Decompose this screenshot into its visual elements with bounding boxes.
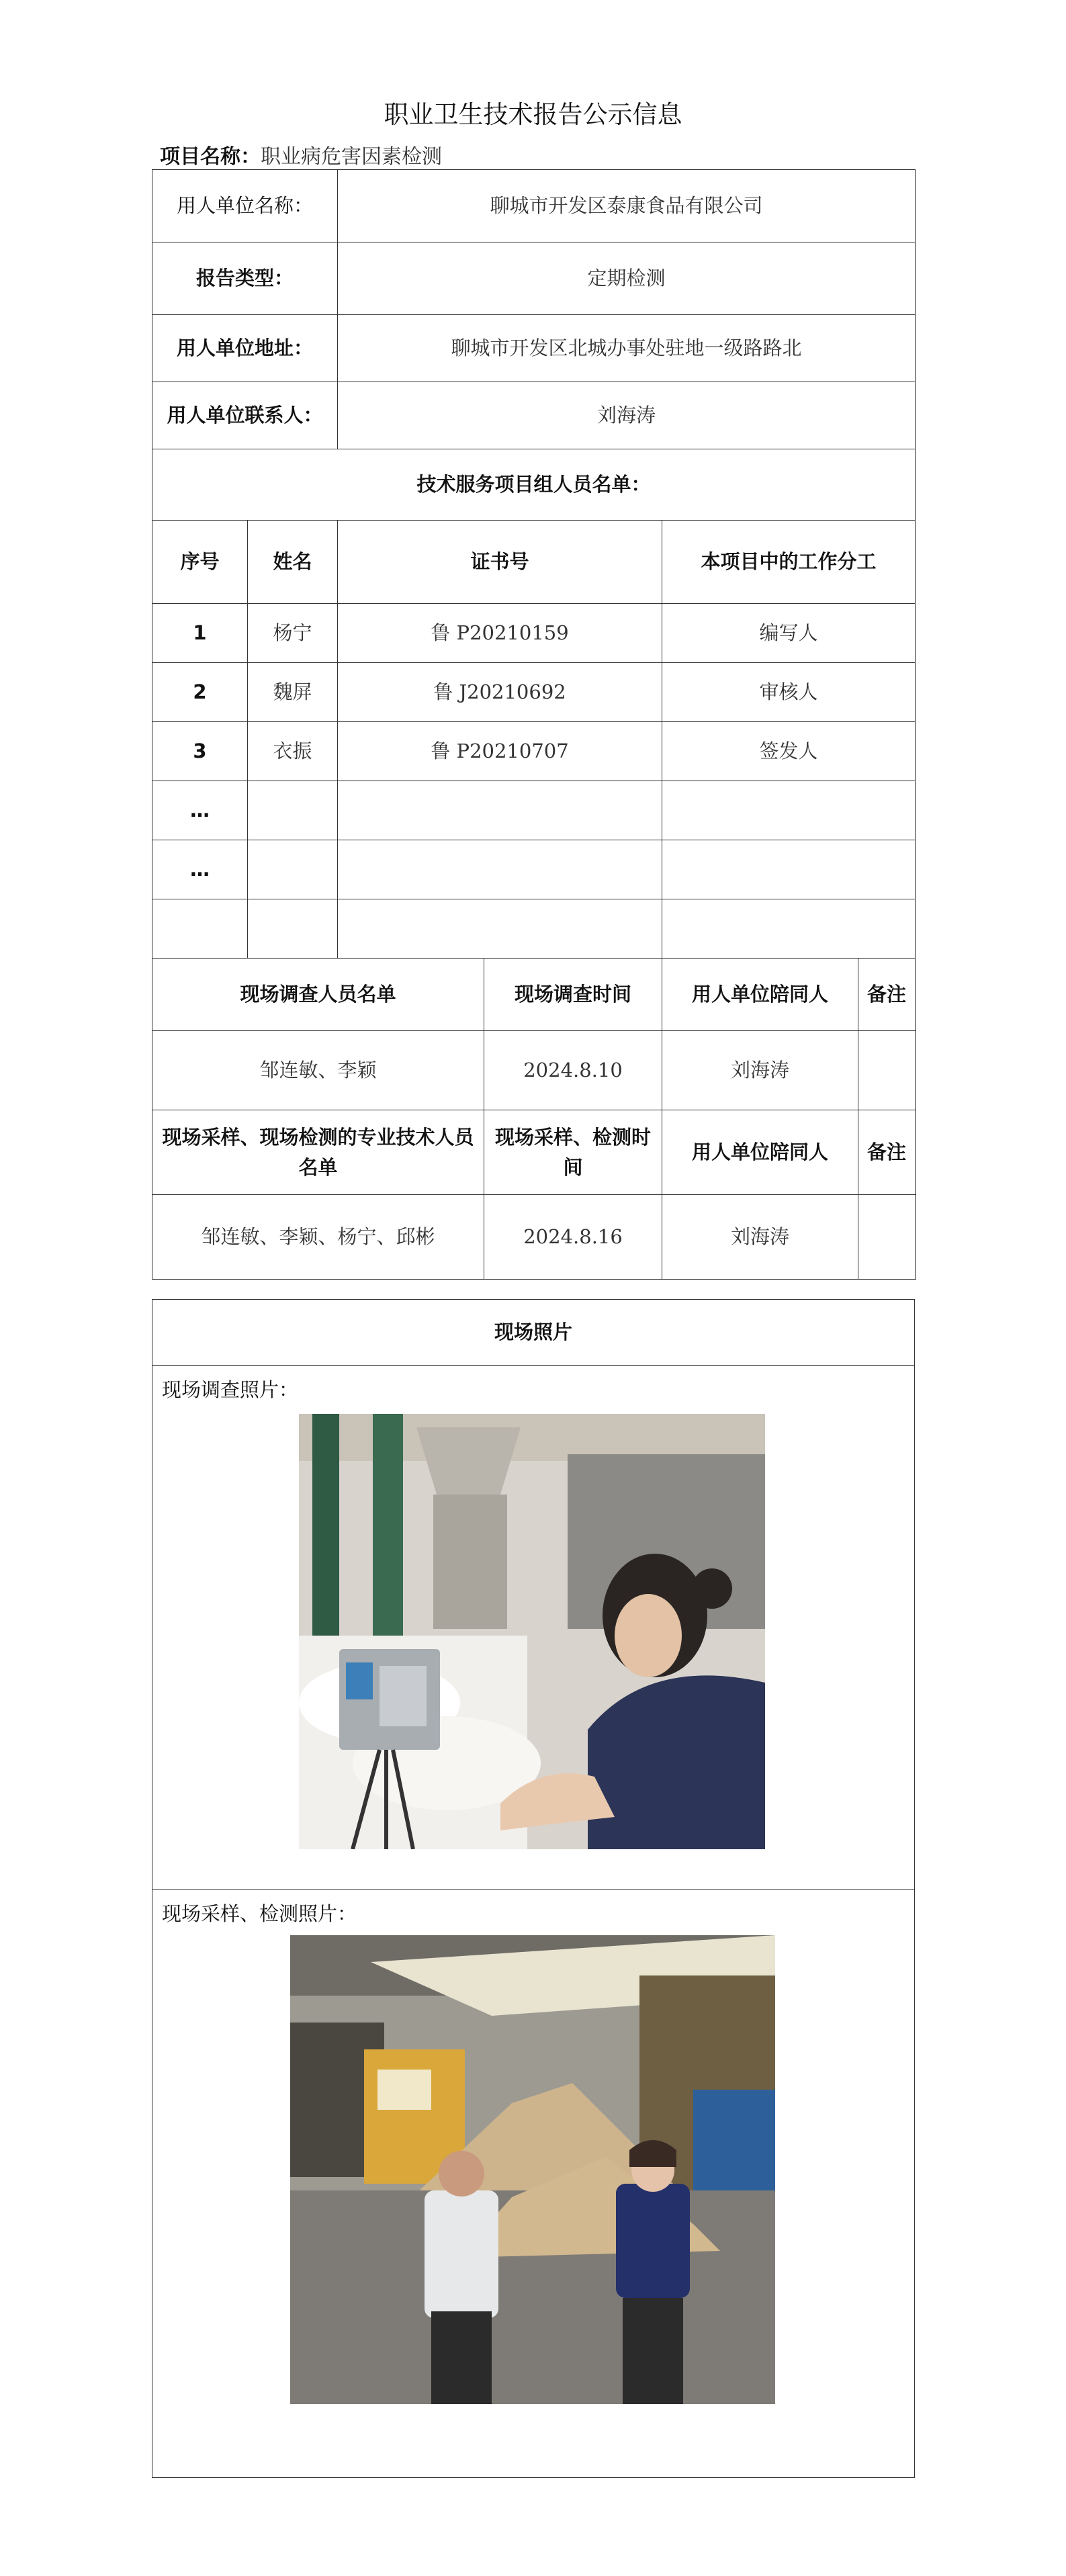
column-header: 用人单位陪同人 xyxy=(662,1110,858,1195)
info-label: 报告类型： xyxy=(152,242,338,315)
table-row xyxy=(152,604,916,663)
member-role xyxy=(662,840,916,899)
row-number xyxy=(152,899,248,959)
survey-data-row xyxy=(152,1031,916,1110)
info-row-address xyxy=(152,315,916,382)
table-row xyxy=(152,722,916,781)
team-heading-row xyxy=(152,449,916,521)
sampling-photo-cell xyxy=(152,1890,915,2478)
member-role: 审核人 xyxy=(662,663,916,722)
team-header-row xyxy=(152,521,916,604)
member-name: 衣振 xyxy=(248,722,338,781)
sampling-date: 2024.8.16 xyxy=(484,1195,662,1280)
column-header: 现场调查人员名单 xyxy=(152,959,484,1031)
certificate-number: 鲁 P20210159 xyxy=(338,604,662,663)
survey-header-row xyxy=(152,959,916,1031)
column-header: 现场调查时间 xyxy=(484,959,662,1031)
table-row xyxy=(152,781,916,840)
member-name: 杨宁 xyxy=(248,604,338,663)
column-header: 姓名 xyxy=(248,521,338,604)
info-value: 聊城市开发区北城办事处驻地一级路路北 xyxy=(338,315,916,382)
sampling-photo xyxy=(290,1935,775,2404)
column-header: 备注 xyxy=(858,1110,916,1195)
member-role: 编写人 xyxy=(662,604,916,663)
certificate-number xyxy=(338,781,662,840)
info-value: 聊城市开发区泰康食品有限公司 xyxy=(338,170,916,242)
team-heading: 技术服务项目组人员名单： xyxy=(152,449,916,521)
info-row-contact xyxy=(152,382,916,449)
info-row-company xyxy=(152,170,916,242)
survey-escort: 刘海涛 xyxy=(662,1031,858,1110)
info-label: 用人单位地址： xyxy=(152,315,338,382)
column-header: 用人单位陪同人 xyxy=(662,959,858,1031)
row-number: 2 xyxy=(152,663,248,722)
row-number: … xyxy=(152,781,248,840)
certificate-number: 鲁 P20210707 xyxy=(338,722,662,781)
member-name xyxy=(248,781,338,840)
sampling-data-row xyxy=(152,1195,916,1280)
table-row xyxy=(152,899,916,959)
info-label: 用人单位联系人： xyxy=(152,382,338,449)
sampling-photo-row xyxy=(152,1890,915,2478)
survey-photo-cell xyxy=(152,1366,915,1890)
member-role xyxy=(662,899,916,959)
survey-photo xyxy=(299,1414,765,1849)
certificate-number xyxy=(338,899,662,959)
info-label: 用人单位名称： xyxy=(152,170,338,242)
survey-date: 2024.8.10 xyxy=(484,1031,662,1110)
row-number: 1 xyxy=(152,604,248,663)
row-number: … xyxy=(152,840,248,899)
column-header: 现场采样、现场检测的专业技术人员名单 xyxy=(152,1110,484,1195)
table-row xyxy=(152,663,916,722)
project-name xyxy=(160,140,442,169)
column-header: 本项目中的工作分工 xyxy=(662,521,916,604)
survey-staff: 邹连敏、李颖 xyxy=(152,1031,484,1110)
member-role: 签发人 xyxy=(662,722,916,781)
photos-table xyxy=(152,1299,915,2478)
info-value: 定期检测 xyxy=(338,242,916,315)
member-name xyxy=(248,899,338,959)
project-value: 职业病危害因素检测 xyxy=(261,145,442,169)
project-label: 项目名称： xyxy=(160,145,261,169)
sampling-staff: 邹连敏、李颖、杨宁、邱彬 xyxy=(152,1195,484,1280)
survey-photo-label: 现场调查照片： xyxy=(162,1378,299,1401)
sampling-escort: 刘海涛 xyxy=(662,1195,858,1280)
column-header: 备注 xyxy=(858,959,916,1031)
info-value: 刘海涛 xyxy=(338,382,916,449)
table-row xyxy=(152,840,916,899)
member-role xyxy=(662,781,916,840)
survey-photo-row xyxy=(152,1366,915,1890)
info-row-report-type xyxy=(152,242,916,315)
column-header: 现场采样、检测时间 xyxy=(484,1110,662,1195)
row-number: 3 xyxy=(152,722,248,781)
member-name xyxy=(248,840,338,899)
sampling-header-row xyxy=(152,1110,916,1195)
column-header: 证书号 xyxy=(338,521,662,604)
page-title: 职业卫生技术报告公示信息 xyxy=(384,100,682,129)
certificate-number xyxy=(338,840,662,899)
column-header: 序号 xyxy=(152,521,248,604)
photos-heading-row xyxy=(152,1300,915,1366)
member-name: 魏屏 xyxy=(248,663,338,722)
sampling-photo-label: 现场采样、检测照片： xyxy=(162,1902,357,1925)
sampling-note xyxy=(858,1195,916,1280)
survey-note xyxy=(858,1031,916,1110)
report-info-table xyxy=(152,169,916,1280)
photos-heading: 现场照片 xyxy=(152,1300,915,1366)
certificate-number: 鲁 J20210692 xyxy=(338,663,662,722)
